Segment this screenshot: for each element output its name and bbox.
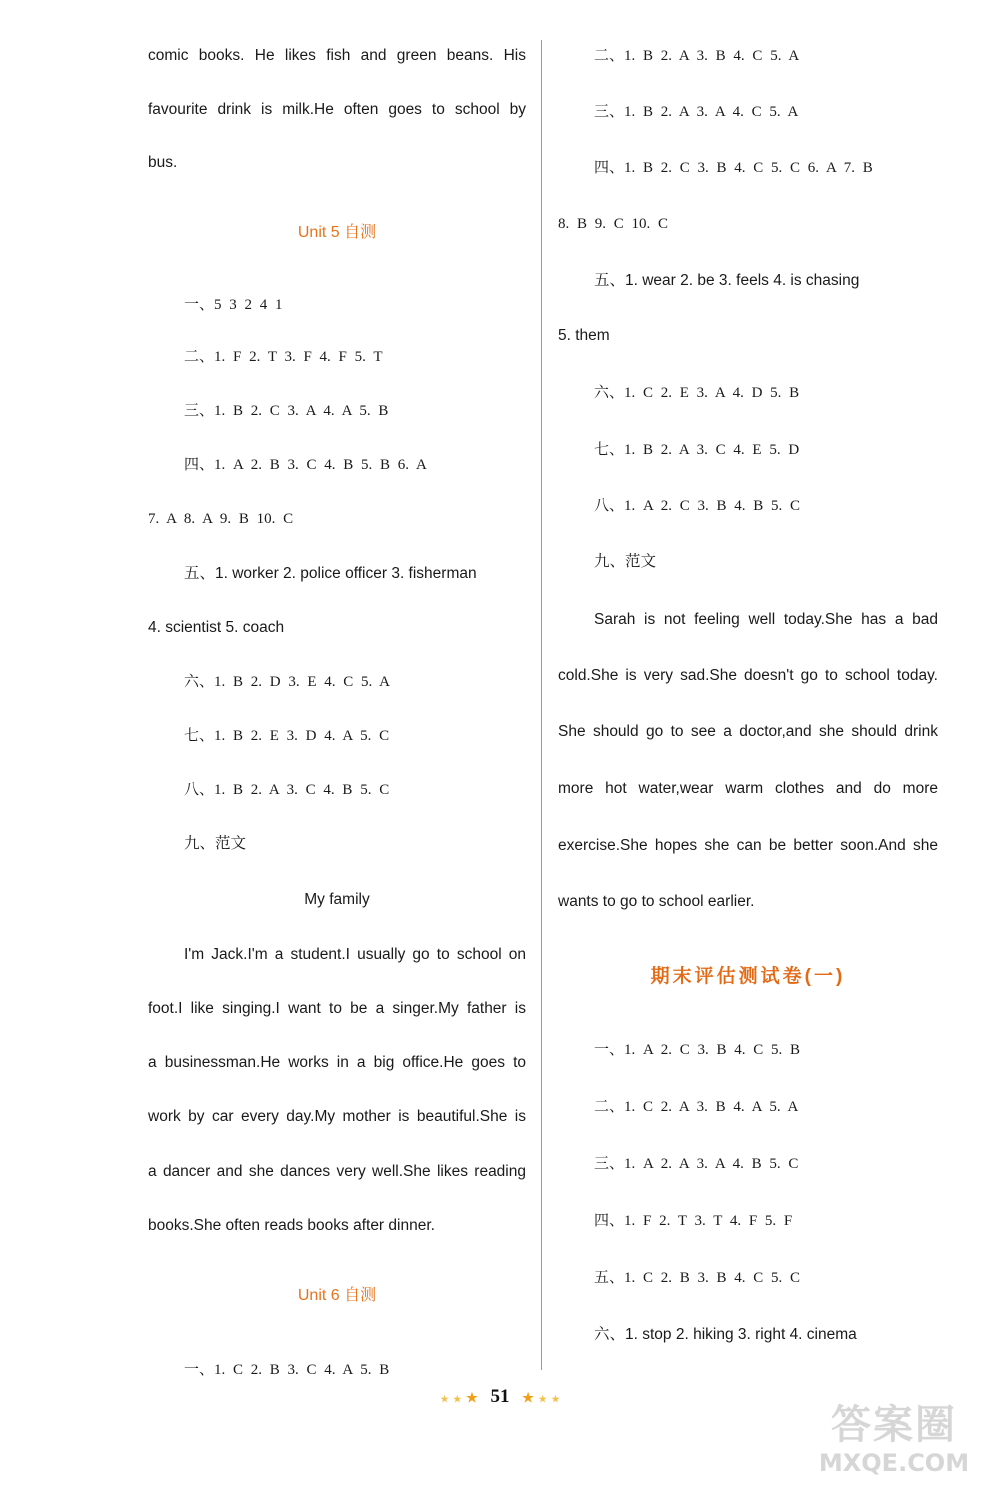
answer-line: 二、1. C 2. A 3. B 4. A 5. A	[594, 1099, 799, 1115]
exam-title: 期末评估测试卷(一)	[650, 966, 846, 987]
essay-line: a dancer and she dances very well.She likes reading	[148, 1163, 526, 1180]
answer-line: 四、1. F 2. T 3. T 4. F 5. F	[594, 1213, 793, 1229]
answer-line: 四、1. B 2. C 3. B 4. C 5. C 6. A 7. B	[594, 160, 873, 176]
essay-line: work by car every day.My mother is beautiful.She is	[148, 1108, 526, 1125]
watermark-logo	[794, 1402, 994, 1486]
answer-line: 三、1. B 2. C 3. A 4. A 5. B	[184, 403, 389, 419]
watermark-bottom: MXQE.COM	[818, 1449, 970, 1477]
answer-line: 六、1. stop 2. hiking 3. right 4. cinema	[594, 1326, 857, 1343]
essay-line: exercise.She hopes she can be better soon.And she	[558, 837, 938, 854]
answer-line: 九、范文	[594, 553, 657, 570]
page-number: 51	[490, 1386, 510, 1407]
unit6-title: Unit 6 自测	[297, 1287, 377, 1304]
star-icon: ★	[466, 1390, 478, 1405]
essay-line: I'm Jack.I'm a student.I usually go to school on	[184, 946, 526, 963]
answer-line: 六、1. C 2. E 3. A 4. D 5. B	[594, 385, 800, 401]
answer-line: 一、1. C 2. B 3. C 4. A 5. B	[184, 1362, 390, 1378]
essay-line: wants to go to school earlier.	[558, 893, 755, 910]
answer-line: 五、1. C 2. B 3. B 4. C 5. C	[594, 1270, 801, 1286]
essay-line: books.She often reads books after dinner.	[148, 1217, 435, 1234]
watermark-top: 答案圈	[831, 1402, 957, 1448]
intro-line: favourite drink is milk.He often goes to school by	[148, 101, 526, 118]
answer-line: 二、1. F 2. T 3. F 4. F 5. T	[184, 349, 383, 365]
answer-line: 二、1. B 2. A 3. B 4. C 5. A	[594, 48, 800, 64]
essay-line: foot.I like singing.I want to be a singer.My father is	[148, 1000, 526, 1017]
answer-line: 七、1. B 2. E 3. D 4. A 5. C	[184, 728, 390, 744]
answer-line: 八、1. B 2. A 3. C 4. B 5. C	[184, 782, 390, 798]
star-icon: ★	[538, 1394, 547, 1404]
star-icon: ★	[522, 1390, 534, 1405]
answer-line: 5. them	[558, 327, 610, 344]
answer-line: 六、1. B 2. D 3. E 4. C 5. A	[184, 674, 391, 690]
answer-line: 五、1. worker 2. police officer 3. fisherman	[184, 565, 477, 582]
answer-line: 四、1. A 2. B 3. C 4. B 5. B 6. A	[184, 457, 427, 473]
unit5-title: Unit 5 自测	[297, 224, 377, 241]
intro-line: comic books. He likes fish and green beans. His	[148, 47, 526, 64]
essay-line: a businessman.He works in a big office.He goes to	[148, 1054, 526, 1071]
answer-line: 八、1. A 2. C 3. B 4. B 5. C	[594, 498, 801, 514]
answer-line: 九、范文	[184, 835, 247, 852]
answer-line: 一、1. A 2. C 3. B 4. C 5. B	[594, 1042, 801, 1058]
column-divider	[541, 40, 542, 1370]
answer-line: 4. scientist 5. coach	[148, 619, 285, 636]
answer-line: 七、1. B 2. A 3. C 4. E 5. D	[594, 442, 800, 458]
answer-line: 一、5 3 2 4 1	[184, 297, 283, 313]
answer-line: 8. B 9. C 10. C	[558, 216, 669, 232]
essay-line: She should go to see a doctor,and she should drink	[558, 723, 938, 740]
star-icon: ★	[453, 1394, 462, 1404]
answer-line: 五、1. wear 2. be 3. feels 4. is chasing	[594, 272, 860, 289]
answer-line: 7. A 8. A 9. B 10. C	[148, 511, 294, 527]
star-icon: ★	[440, 1394, 449, 1404]
star-icon: ★	[551, 1394, 560, 1404]
intro-line: bus.	[148, 154, 178, 171]
answer-line: 三、1. B 2. A 3. A 4. C 5. A	[594, 104, 799, 120]
essay-line: cold.She is very sad.She doesn't go to school today.	[558, 667, 938, 684]
essay-line: Sarah is not feeling well today.She has a bad	[594, 611, 938, 628]
essay-title: My family	[304, 891, 370, 908]
answer-line: 三、1. A 2. A 3. A 4. B 5. C	[594, 1156, 799, 1172]
essay-line: more hot water,wear warm clothes and do more	[558, 780, 938, 797]
